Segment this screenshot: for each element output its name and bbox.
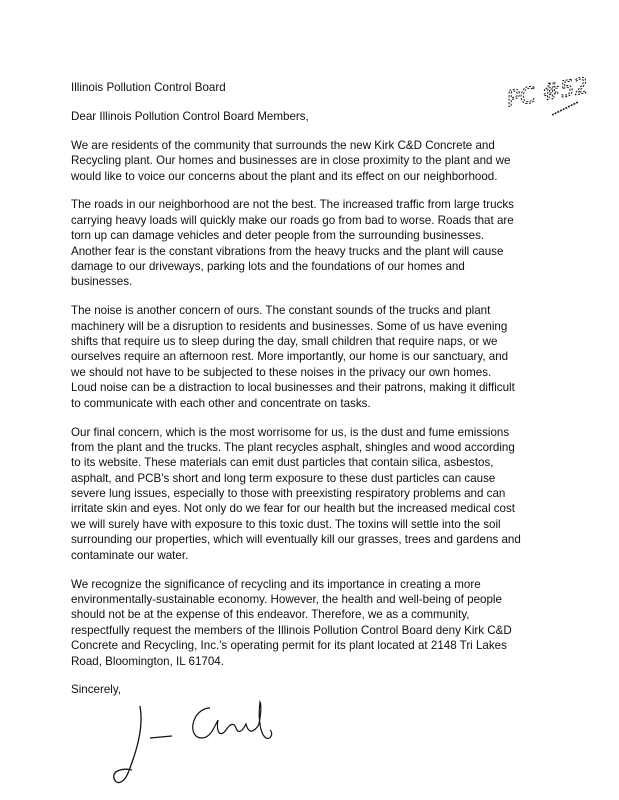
paragraph-line: We are residents of the community that surrounds the new Kirk C&D Concrete and — [71, 138, 495, 152]
recipient: Illinois Pollution Control Board — [71, 81, 226, 94]
body-paragraph — [71, 425, 571, 564]
paragraph-line: damage to our driveways, parking lots and the foundations of our homes and — [71, 260, 465, 274]
paragraph-line: contaminate our water. — [71, 548, 189, 562]
salutation: Dear Illinois Pollution Control Board Members, — [71, 109, 309, 123]
paragraph-line: machinery will be a disruption to residents and businesses. Some of us have evening — [71, 319, 508, 333]
paragraph-line: carrying heavy loads will quickly make our roads go from bad to worse. Roads that are — [71, 213, 514, 227]
paragraph-line: torn up can damage vehicles and deter people from the surrounding businesses. — [71, 229, 485, 243]
paragraph-line: to its website. These materials can emit dust particles that contain silica, asbestos, — [71, 456, 494, 470]
paragraph-line: Our final concern, which is the most worrisome for us, is the dust and fume emissions — [71, 425, 510, 439]
paragraph-line: environmentally-sustainable economy. However, the health and well-being of people — [71, 592, 502, 606]
closing: Sincerely, — [71, 683, 122, 697]
paragraph-line: to communicate with each other and concentrate on tasks. — [71, 396, 371, 410]
paragraph-line: respectfully request the members of the Illinois Pollution Control Board deny Kirk C&D — [71, 623, 512, 637]
stamp-text: PC #52 — [505, 73, 590, 113]
paragraph-line: Road, Bloomington, IL 61704. — [71, 654, 224, 668]
paragraph-line: ourselves require an afternoon rest. More importantly, our home is our sanctuary, and — [71, 350, 509, 364]
paragraph-line: we should not have to be subjected to these noises in the privacy our own homes. — [71, 365, 492, 379]
paragraph-line: Recycling plant. Our homes and businesses are in close proximity to the plant and we — [71, 154, 511, 168]
paragraph-line: severe lung issues, especially to those with preexisting respiratory problems and can — [71, 487, 506, 501]
paragraph-line: from the plant and the trucks. The plant recycles asphalt, shingles and wood according — [71, 440, 515, 454]
paragraph-line: Another fear is the constant vibrations from the heavy trucks and the plant will cause — [71, 244, 504, 258]
paragraph-line: would like to voice our concerns about the plant and its effect on our neighborhood. — [71, 169, 498, 183]
paragraph-line: surrounding our properties, which will eventually kill our grasses, trees and gardens and — [71, 533, 521, 547]
paragraph-line: businesses. — [71, 275, 133, 289]
paragraph-line: We recognize the significance of recycling and its importance in creating a more — [71, 577, 481, 591]
signature — [110, 698, 280, 793]
paragraph-line: should not be at the expense of this endeavor. Therefore, we as a community, — [71, 608, 470, 622]
body-paragraph — [71, 577, 571, 669]
body-paragraph — [71, 138, 571, 184]
paragraph-line: Concrete and Recycling, Inc.'s operating permit for its plant located at 2148 Tri Lakes — [71, 639, 507, 653]
body-paragraph — [71, 303, 571, 411]
body-paragraph — [71, 197, 571, 289]
paragraph-line: Loud noise can be a distraction to local businesses and their patrons, making it difficult — [71, 381, 515, 395]
paragraph-line: asphalt, and PCB's short and long term exposure to these dust particles can cause — [71, 471, 496, 485]
paragraph-line: The noise is another concern of ours. The constant sounds of the trucks and plant — [71, 304, 491, 318]
paragraph-line: shifts that require us to sleep during the day, small children that require naps, or we — [71, 335, 498, 349]
letter-body — [71, 80, 571, 698]
paragraph-line: irritate skin and eyes. Not only do we fear for our health but the increased medical cost — [71, 502, 516, 516]
paragraph-line: we will surely have with exposure to this toxic dust. The toxins will settle into the soil — [71, 517, 501, 531]
paragraph-line: The roads in our neighborhood are not the best. The increased traffic from large trucks — [71, 198, 514, 212]
